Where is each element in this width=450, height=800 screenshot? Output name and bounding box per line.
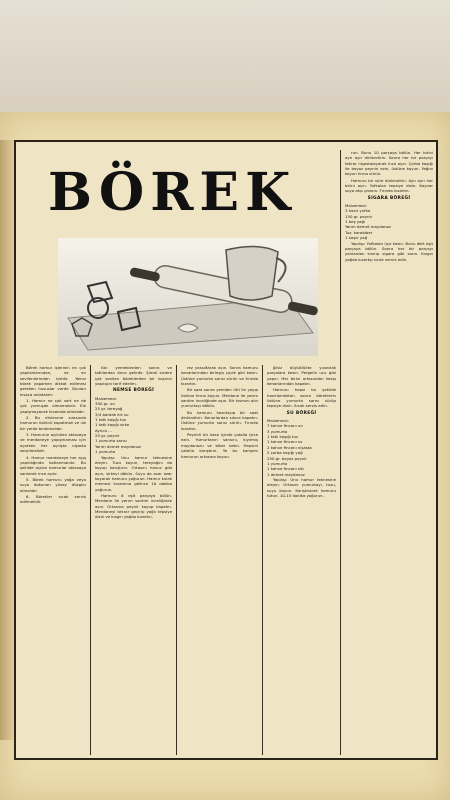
ingredient-item: 1 yumurta sarısı: [95, 438, 127, 444]
ingredient-item: Malzemesi:: [345, 203, 367, 209]
ingredient-item: 1 tatlı kaşığı tuz: [267, 434, 299, 440]
ingredient-item: 3/4 bardak ılık su: [95, 411, 129, 417]
ingredient-item: Malzemesi:: [267, 418, 289, 424]
column-rule: [176, 365, 177, 755]
ingredient-item: 1 tatlı kaşığı sirke: [95, 422, 130, 428]
paragraph: Börek hamur işlerinin en çok yapılanlarından, ve en sevilenlerinden biridir. Yalnız börek yaparken dikkat edilmesi gereken hususlar vardır. Bunları kısaca anlatalım:: [20, 365, 86, 397]
recipe-heading: NEMSE BÖREĞİ: [112, 388, 155, 394]
ingredient-item: 150 gr. peynir: [345, 213, 373, 219]
paragraph: Hamuru hepsi bu şekilde hazırlandıktan sonra böreklerin üstüne yumurta sarısı sürüp tepsiye dizin. Sıcak servis edin.: [267, 387, 336, 409]
ingredient-item: 350 gr. un: [95, 401, 115, 407]
column-rule: [90, 365, 91, 755]
text-column-4: [267, 365, 336, 755]
text-column-1: [20, 365, 86, 755]
ingredient-item: 1 kaşık yağ: [345, 235, 368, 241]
ingredient-item: 1 tatlı kaşığı tuz: [95, 417, 127, 423]
ingredient-item: 25 gr. peynir: [95, 433, 120, 439]
article-title: BÖREK: [48, 162, 297, 223]
ingredient-item: Yarım demet maydanoz: [345, 224, 391, 230]
ingredient-item: 3 yumurta: [267, 428, 288, 434]
text-column-5: [345, 150, 433, 755]
paragraph: Yapılışı: Unu hamur teknesine eleyin. Ortasını yumurtayı, tuzu, suyu koyun. Karıştırarak hamuru tutun. 10-15 dakika yoğurun.: [267, 476, 336, 498]
ingredient-item: 2 kahve fincanı nişasta: [267, 444, 312, 450]
paragraph: Bu hamuru hazırlayıp bir saat dinlendirin. Kenarlardan sıkıca kapatın. Üstüne yumurta sarısı sürün. Fırında kızartın.: [181, 409, 258, 431]
ingredient-item: Ayrıca ...: [95, 427, 112, 433]
ingredient-item: 1 kahve fincanı süt: [267, 466, 304, 472]
text-column-2: [95, 365, 172, 755]
ingredient-item: 1 yumurta: [95, 449, 116, 455]
text-column-3: [181, 365, 258, 755]
column-rule: [340, 150, 341, 755]
paragraph: Hamuru 6 eşit parçaya bölün. Merdane ile yarım santim inceliğinde açın. Ortasına peynir koyup kapatın. Merdaneyi tekrar geçirip yağlı tepsiye dizin ve kızgın yağda kızartın.: [95, 492, 172, 520]
article-photo: [58, 238, 318, 356]
recipe-heading: SU BÖREĞİ: [286, 410, 317, 416]
page-fold: [0, 140, 14, 740]
paragraph: Peynirli bir kase içinde çatalla iyice ezin. Yumurtanın sarısını, kıyılmış maydanozu ve biber katın. Hepsini çatalla karıştırın. Ya bu karışımı hamurun ortasına koyun.: [181, 432, 258, 459]
paragraph: tün yemeklerden sonra ve tatlılardan önce gelirdir. Şimdi sizlere çok sevilen böreklerden bir kaçının yapılışını tarif edelim.: [95, 365, 172, 387]
ingredient-item: Yarım demet maydanoz: [95, 443, 141, 449]
ingredient-item: 7 kahve fincanı un: [267, 423, 303, 429]
ingredient-item: Malzemesi:: [95, 395, 117, 401]
recipe-heading: SIGARA BÖREĞİ: [367, 195, 411, 201]
ingredient-item: Tuz, karabiber: [345, 229, 373, 235]
ingredient-item: 1 beş yağı: [345, 219, 366, 225]
paragraph: run. Bunu 10 parçaya bölün. Her birini ayrı ayrı dinlendirin. Sonra her bir parçayı tekrar nişastalayarak ince açın. Çorba kaşığı ile beyaz peyniri ezin, üstüne koyun. Yağını koyun fırına sürün.: [345, 150, 433, 177]
paragraph: Bir saat sonra yeniden ütü ile yayıp üstüne fırına koyun. Merdane ile yarım santim inceliğinde açın. Bir kısmını alın yumurtayı dökün.: [181, 387, 258, 409]
baking-tools-illustration: [58, 238, 318, 356]
column-rule: [262, 365, 263, 755]
ingredient-item: 25 gr. tereyağ: [95, 406, 123, 412]
paragraph: 6. Börekler sıcak servis edilmelidir.: [20, 493, 86, 505]
ingredient-item: 1 kahve fincanı su: [267, 439, 303, 445]
paragraph: Yapılışı: Yufkaları üçe kesin. Bunu dört eşit parçaya bölün. Sonra her bir parçayı yanlardan kıvırıp sigara gibi sarın. Kızgın yağda kızartıp sıcak servis edin.: [345, 240, 433, 262]
paragraph: 5. Börek hamuru yağa veya suya dokunan yüzey düzgün olmalıdır.: [20, 476, 86, 493]
paragraph: Hamuru bir süre dinlendirin. Ayrı ayrı her birini açın. Yufkaları tepsiye dizin. Kaynar suya atıp çıkarın. Fırında kızartın.: [345, 177, 433, 194]
paragraph: 4. Hamur merdaneye her açış yapıldığında katlanmalıdır. Bu şekilde açılan hamurlar oklavaya sarılarak ince açılır.: [20, 454, 86, 476]
paragraph: ğiniz büyüklükte yuvarlak parçalara kesin. Pergelin ucu gibi yapın. Her birini ortasından kesip kenarlarından kapatın.: [267, 365, 336, 387]
paragraph: rez yassıltarak açın. Sonra hamuru kenarlarından birleşip çiçek gibi kesin. Üstüne yumurta sarısı sürün ve fırında kızartın.: [181, 365, 258, 387]
paragraph: 1. Hamur ne çok sert ne de çok yumuşak olmamalıdır. Ele yapışmayacak kıvamda olmalıdır.: [20, 398, 86, 414]
paragraph: Yapılışı: Unu hamur teknesine eleyin. Tuzu koyun, tereyağını da koyup karıştırın. Ortasını havuz gibi açın, sirkeyi dökün. Suyu da azar azar koyarak hamuru yoğurun. Hamur kulak memesi kıvamına gelince 10 dakika yoğurun.: [95, 454, 172, 492]
ingredient-item: 1 demet maydanoz: [267, 471, 305, 477]
paragraph: 2. Bu dinlenme sırasında hamurun üstünü kapatmalı ve ılık bir yerde bırakmalıdır.: [20, 415, 86, 431]
paragraph: 3. Hamurun açılırken oklavaya ve merdaneye yapışmaması için açarken her açılışta nişasta serpilmelidir.: [20, 432, 86, 454]
ingredient-item: 2 çorba kaşığı yağ: [267, 450, 303, 456]
ingredient-item: 3 hazır yufka: [345, 208, 371, 214]
background-wall: [0, 0, 450, 125]
ingredient-item: 1 yumurta: [267, 460, 288, 466]
ingredient-item: 250 gr. beyaz peynir: [267, 455, 307, 461]
